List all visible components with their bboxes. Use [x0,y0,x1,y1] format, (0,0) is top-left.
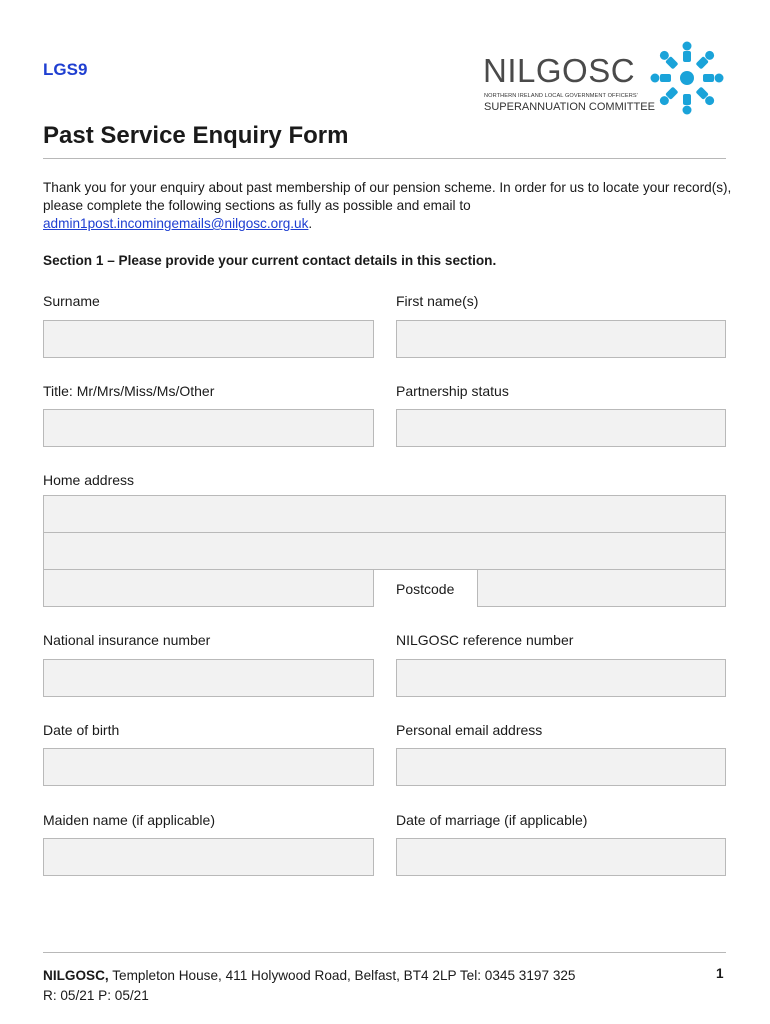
title-divider [43,158,726,159]
home-address-line2-field[interactable] [43,532,726,570]
surname-label: Surname [43,293,100,309]
nilgosc-logo [483,40,733,116]
intro-end: . [308,216,313,231]
logo-people-circle-icon [649,40,725,116]
date-of-marriage-field[interactable] [396,838,726,876]
intro-text: Thank you for your enquiry about past membership of our pension scheme. In order for us to locate your record(s), please complete the following sections as fully as possible and email to [43,180,732,213]
title-label: Title: Mr/Mrs/Miss/Ms/Other [43,383,215,399]
logo-subtitle-line2: SUPERANNUATION COMMITTEE [484,101,655,113]
logo-subtitle-line1: NORTHERN IRELAND LOCAL GOVERNMENT OFFICERS' [484,93,638,99]
first-names-field[interactable] [396,320,726,358]
postcode-label: Postcode [396,581,455,597]
title-field[interactable] [43,409,374,447]
intro-paragraph [43,179,733,233]
page-number: 1 [716,966,724,981]
nilgosc-reference-field[interactable] [396,659,726,697]
ni-number-field[interactable] [43,659,374,697]
personal-email-label: Personal email address [396,722,543,738]
nilgosc-reference-label: NILGOSC reference number [396,632,574,648]
ni-number-label: National insurance number [43,632,211,648]
date-of-marriage-label: Date of marriage (if applicable) [396,812,588,828]
page-title: Past Service Enquiry Form [43,122,349,149]
footer-org: NILGOSC, [43,968,109,983]
logo-wordmark: NILGOSC [483,52,636,89]
partnership-status-label: Partnership status [396,383,509,399]
postcode-field[interactable] [477,569,726,607]
section-1-heading: Section 1 – Please provide your current contact details in this section. [43,253,497,268]
footer-divider [43,952,726,953]
footer-address [43,966,576,1006]
maiden-name-label: Maiden name (if applicable) [43,812,215,828]
home-address-label: Home address [43,472,135,488]
form-code: LGS9 [43,60,88,79]
surname-field[interactable] [43,320,374,358]
personal-email-field[interactable] [396,748,726,786]
date-of-birth-label: Date of birth [43,722,120,738]
home-address-line3-field[interactable] [43,569,374,607]
first-names-label: First name(s) [396,293,479,309]
maiden-name-field[interactable] [43,838,374,876]
footer-revision: R: 05/21 P: 05/21 [43,988,149,1003]
footer-address-text: Templeton House, 411 Holywood Road, Belfast, BT4 2LP Tel: 0345 3197 325 [108,968,576,983]
contact-email-link[interactable]: admin1post.incomingemails@nilgosc.org.uk [43,216,309,231]
partnership-status-field[interactable] [396,409,726,447]
date-of-birth-field[interactable] [43,748,374,786]
home-address-line1-field[interactable] [43,495,726,533]
